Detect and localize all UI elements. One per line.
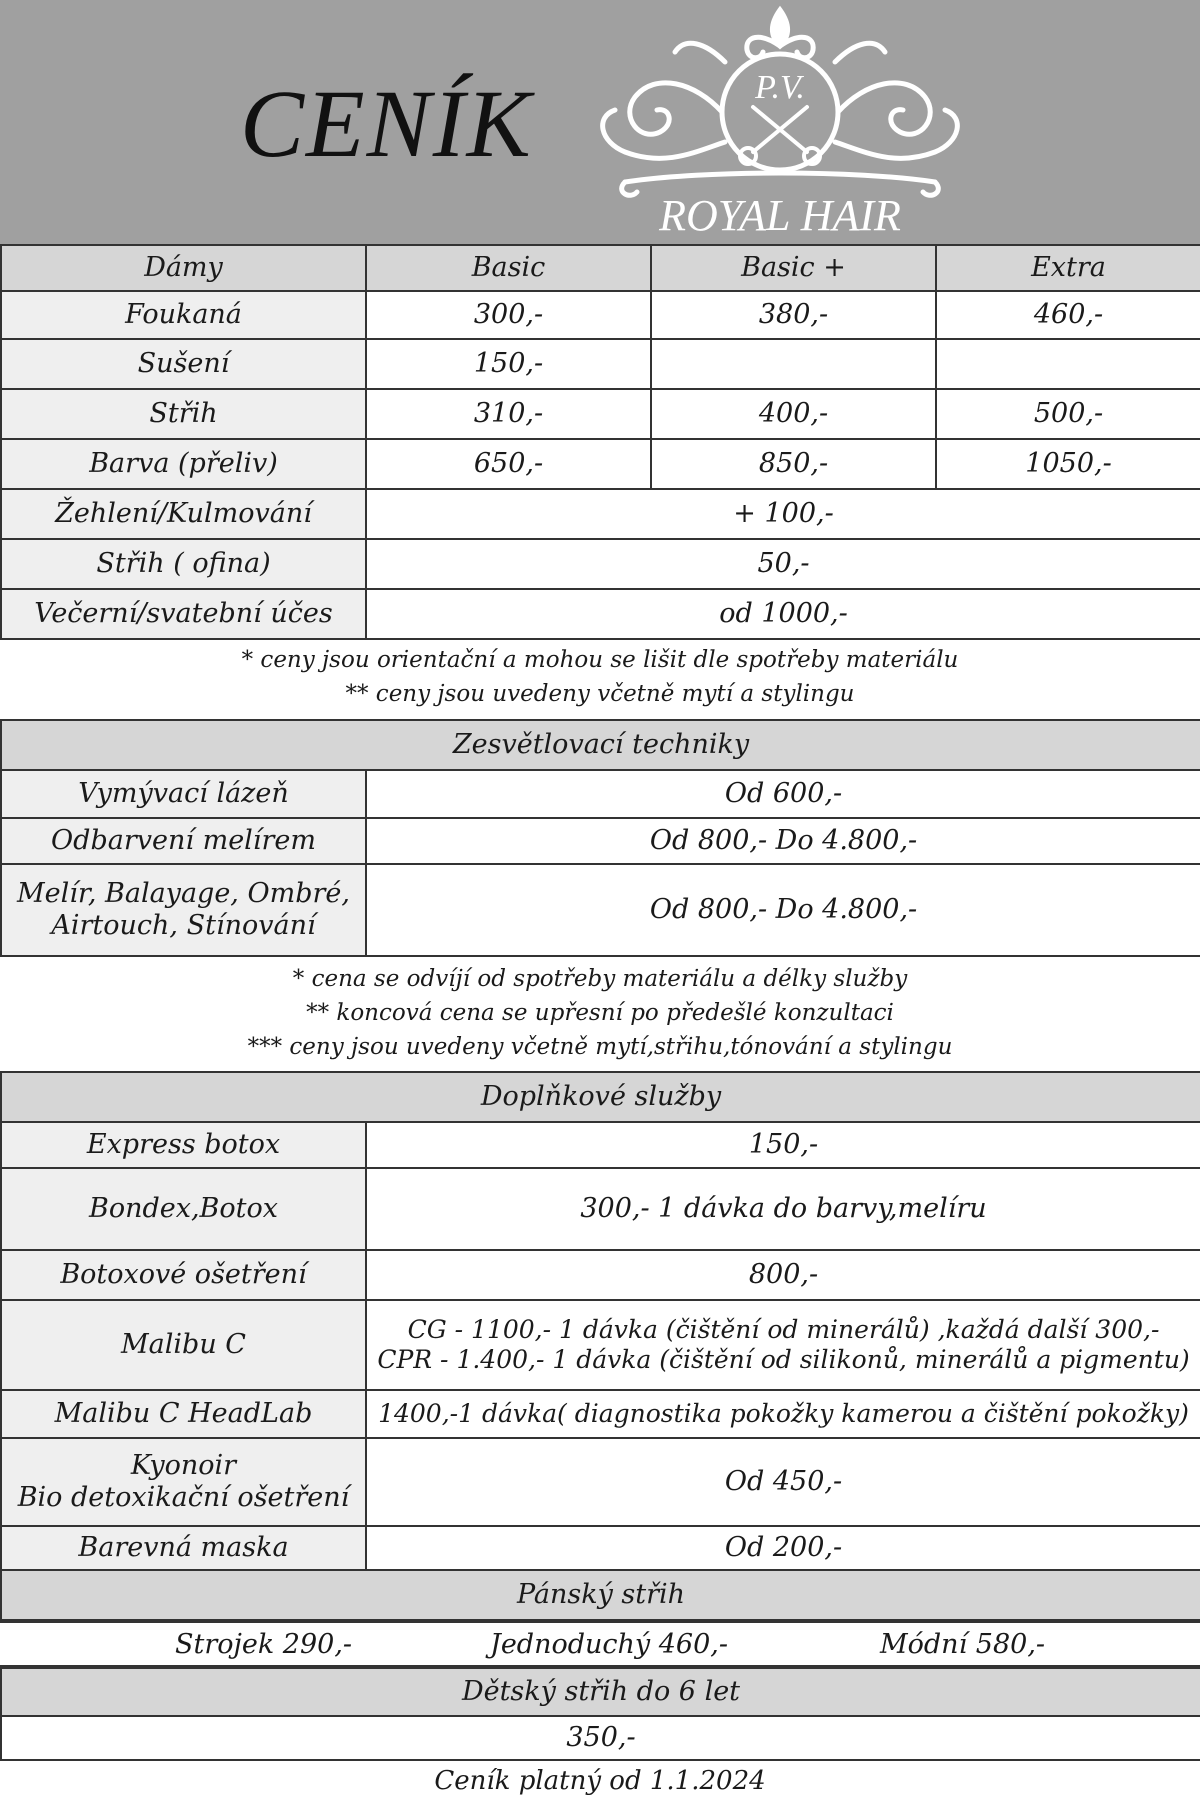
royal-hair-logo	[585, 2, 975, 242]
men-item: Módní 580,-	[880, 1629, 1046, 1660]
table-row	[1, 770, 1200, 818]
price-cell: Od 200,-	[366, 1526, 1200, 1570]
price-cell: 1050,-	[936, 439, 1200, 489]
service-label: Malibu C	[1, 1300, 366, 1390]
logo-name: ROYAL HAIR	[659, 191, 901, 240]
table-row	[1, 1526, 1200, 1570]
price-cell: 150,-	[366, 1122, 1200, 1168]
price-cell: 650,-	[366, 439, 651, 489]
table-row	[1, 489, 1200, 539]
section-header-row	[1, 720, 1200, 770]
table-row	[1, 1300, 1200, 1390]
service-label: Střih ( ofina)	[1, 539, 366, 589]
ladies-header-row	[1, 245, 1200, 291]
highlights-price-table	[0, 719, 1200, 957]
column-header: Extra	[936, 245, 1200, 291]
table-row	[1, 589, 1200, 639]
price-cell: 800,-	[366, 1250, 1200, 1300]
service-label: Bondex,Botox	[1, 1168, 366, 1250]
page-title: CENÍK	[240, 70, 533, 177]
service-label: Odbarvení melírem	[1, 818, 366, 864]
price-cell: Od 800,- Do 4.800,-	[366, 864, 1200, 956]
service-label: Malibu C HeadLab	[1, 1390, 366, 1438]
price-cell: od 1000,-	[366, 589, 1200, 639]
service-label: Žehlení/Kulmování	[1, 489, 366, 539]
price-cell: 460,-	[936, 291, 1200, 339]
table-row	[1, 1250, 1200, 1300]
price-cell: 500,-	[936, 389, 1200, 439]
price-cell: 50,-	[366, 539, 1200, 589]
men-price-row	[0, 1621, 1200, 1667]
ladies-price-table	[0, 244, 1200, 640]
table-row	[1, 864, 1200, 956]
column-header: Basic	[366, 245, 651, 291]
price-cell: 310,-	[366, 389, 651, 439]
service-label: Barva (přeliv)	[1, 439, 366, 489]
table-row	[1, 818, 1200, 864]
note-line: * cena se odvíjí od spotřeby materiálu a délky služby	[292, 966, 908, 992]
service-label: Večerní/svatební účes	[1, 589, 366, 639]
table-row	[1, 389, 1200, 439]
price-line: CG - 1100,- 1 dávka (čištění od minerálů) ,každá další 300,-	[407, 1315, 1160, 1344]
note-line: *** ceny jsou uvedeny včetně mytí,střihu,tónování a stylingu	[247, 1034, 953, 1060]
service-label-line: Melír, Balayage, Ombré,	[17, 877, 350, 909]
section-title: Pánský střih	[1, 1570, 1200, 1620]
table-row	[1, 1168, 1200, 1250]
service-label-line: Kyonoir	[130, 1449, 237, 1481]
price-cell	[936, 339, 1200, 389]
price-cell: 380,-	[651, 291, 936, 339]
price-cell	[651, 339, 936, 389]
service-label: Barevná maska	[1, 1526, 366, 1570]
service-label: Express botox	[1, 1122, 366, 1168]
price-cell: 300,-	[366, 291, 651, 339]
price-cell: + 100,-	[366, 489, 1200, 539]
service-label: Střih	[1, 389, 366, 439]
table-row	[1, 291, 1200, 339]
price-cell: Od 450,-	[366, 1438, 1200, 1526]
table-row	[1, 439, 1200, 489]
logo-initials: P.V.	[755, 69, 805, 106]
price-cell: 1400,-1 dávka( diagnostika pokožky kamerou a čištění pokožky)	[366, 1390, 1200, 1438]
column-header: Dámy	[1, 245, 366, 291]
section-title: Doplňkové služby	[1, 1072, 1200, 1122]
price-cell: 350,-	[1, 1716, 1200, 1760]
service-label	[1, 864, 366, 956]
ladies-notes	[0, 643, 1200, 711]
header-banner	[0, 0, 1200, 246]
price-cell: Od 800,- Do 4.800,-	[366, 818, 1200, 864]
price-line: CPR - 1.400,- 1 dávka (čištění od silikonů, minerálů a pigmentu)	[377, 1345, 1190, 1374]
table-row	[1, 1122, 1200, 1168]
extras-price-table	[0, 1071, 1200, 1621]
price-cell	[366, 1300, 1200, 1390]
table-row	[1, 1716, 1200, 1760]
validity-footer: Ceník platný od 1.1.2024	[434, 1766, 766, 1796]
men-item: Strojek 290,-	[175, 1629, 353, 1660]
service-label	[1, 1438, 366, 1526]
column-header: Basic +	[651, 245, 936, 291]
service-label: Vymývací lázeň	[1, 770, 366, 818]
note-line: ** ceny jsou uvedeny včetně mytí a stylingu	[345, 681, 855, 707]
table-row	[1, 1390, 1200, 1438]
men-item: Jednoduchý 460,-	[490, 1629, 728, 1660]
service-label: Foukaná	[1, 291, 366, 339]
kids-price-table	[0, 1667, 1200, 1761]
section-header-row	[1, 1570, 1200, 1620]
table-row	[1, 339, 1200, 389]
section-header-row	[1, 1072, 1200, 1122]
note-line: ** koncová cena se upřesní po předešlé konzultaci	[306, 1000, 894, 1026]
service-label: Botoxové ošetření	[1, 1250, 366, 1300]
section-title: Dětský střih do 6 let	[1, 1668, 1200, 1716]
section-header-row	[1, 1668, 1200, 1716]
service-label-line: Bio detoxikační ošetření	[17, 1482, 350, 1513]
price-cell: 150,-	[366, 339, 651, 389]
price-cell: 300,- 1 dávka do barvy,melíru	[366, 1168, 1200, 1250]
highlights-notes	[0, 962, 1200, 1064]
price-cell: 400,-	[651, 389, 936, 439]
price-cell: 850,-	[651, 439, 936, 489]
service-label-line: Airtouch, Stínování	[51, 910, 316, 941]
table-row	[1, 1438, 1200, 1526]
table-row	[1, 539, 1200, 589]
note-line: * ceny jsou orientační a mohou se lišit dle spotřeby materiálu	[241, 647, 959, 673]
section-title: Zesvětlovací techniky	[1, 720, 1200, 770]
price-cell: Od 600,-	[366, 770, 1200, 818]
service-label: Sušení	[1, 339, 366, 389]
